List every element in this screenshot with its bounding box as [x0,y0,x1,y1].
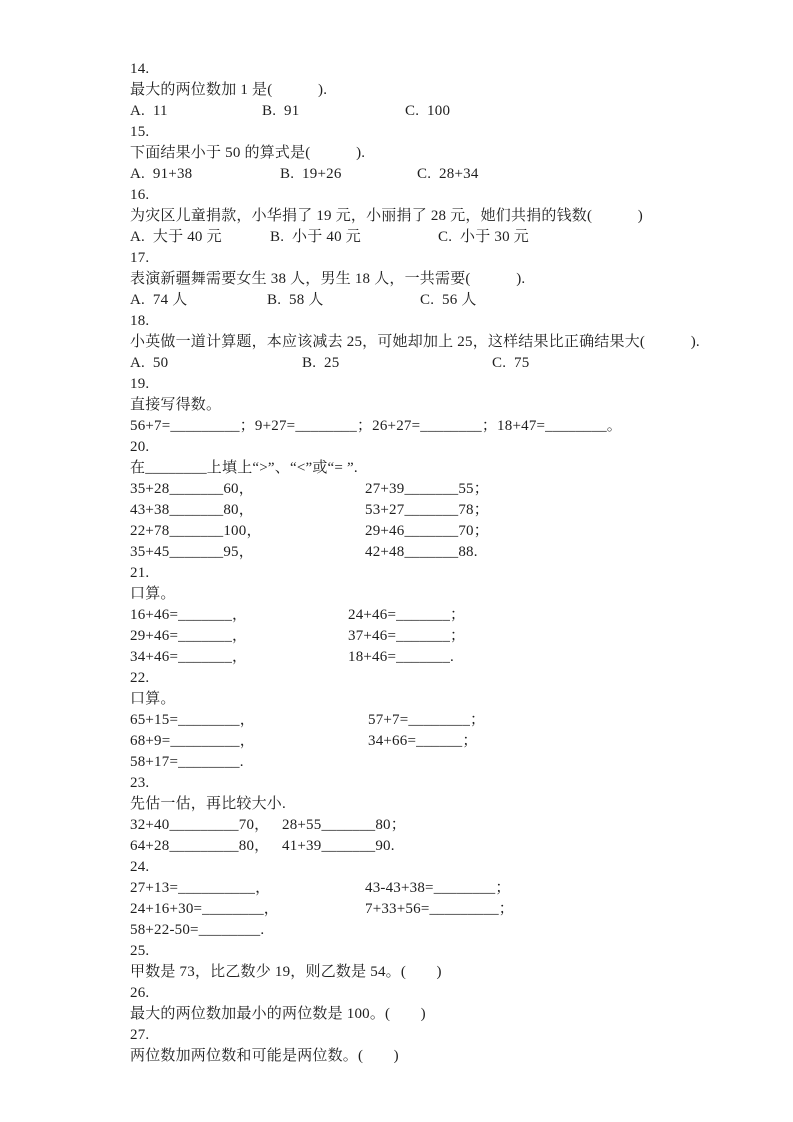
expression: 29+46=_______， [130,628,248,644]
question-line [130,815,770,836]
question-number-line [130,563,770,584]
question-number-line [130,668,770,689]
question-number: 15. [130,124,150,140]
question-line [130,899,770,920]
question-number-line [130,983,770,1004]
question-number-line [130,248,770,269]
expression: 42+48_______88. [365,544,478,560]
expression: 41+39_______90. [282,838,395,854]
question-number-line [130,185,770,206]
question-line [130,962,770,983]
option-b: B. 58 人 [267,292,324,308]
question-line [130,143,770,164]
question-line [130,605,770,626]
expression: 18+46=_______. [348,649,454,665]
expression: 16+46=_______， [130,607,248,623]
expression: 27+39_______55； [365,481,489,497]
option-b: B. 91 [262,103,300,119]
question-line [130,164,770,185]
option-c: C. 75 [492,355,530,371]
question-line [130,584,770,605]
option-c: C. 56 人 [420,292,477,308]
question-text: 下面结果小于 50 的算式是( ). [130,145,366,161]
option-a: A. 11 [130,103,168,119]
question-line [130,101,770,122]
expression: 35+45_______95， [130,544,254,560]
expression: 37+46=_______； [348,628,466,644]
question-line [130,206,770,227]
question-line [130,878,770,899]
option-b: B. 25 [302,355,340,371]
question-line [130,794,770,815]
expression: 22+78_______100， [130,523,262,539]
question-number: 22. [130,670,150,686]
option-a: A. 大于 40 元 [130,229,222,245]
question-line [130,542,770,563]
question-line [130,689,770,710]
question-number-line [130,59,770,80]
expression: 65+15=________， [130,712,255,728]
question-line [130,752,770,773]
question-number: 16. [130,187,150,203]
expression: 32+40_________70， [130,817,270,833]
question-text: 在________上填上“>”、“<”或“= ”. [130,460,358,476]
question-text: 最大的两位数加最小的两位数是 100。( ) [130,1006,426,1022]
question-text: 口算。 [130,586,176,602]
option-a: A. 50 [130,355,169,371]
question-number: 14. [130,61,150,77]
question-number-line [130,437,770,458]
expression: 57+7=________； [368,712,486,728]
question-line [130,1004,770,1025]
question-number: 17. [130,250,150,266]
option-c: C. 100 [405,103,451,119]
question-text: 表演新疆舞需要女生 38 人，男生 18 人，一共需要( ). [130,271,526,287]
expression: 68+9=_________， [130,733,255,749]
question-number-line [130,374,770,395]
question-line [130,521,770,542]
question-line [130,353,770,374]
question-number: 24. [130,859,150,875]
worksheet-content [130,59,770,1067]
option-b: B. 小于 40 元 [270,229,361,245]
expression: 34+46=_______， [130,649,248,665]
question-line [130,458,770,479]
question-text: 最大的两位数加 1 是( ). [130,82,328,98]
question-text: 口算。 [130,691,176,707]
question-line [130,836,770,857]
option-b: B. 19+26 [280,166,342,182]
expression: 43-43+38=________； [365,880,511,896]
question-number: 19. [130,376,150,392]
question-number-line [130,122,770,143]
question-line [130,290,770,311]
question-line [130,710,770,731]
question-number: 20. [130,439,150,455]
expression: 58+22-50=________. [130,922,265,938]
question-line [130,479,770,500]
question-number: 18. [130,313,150,329]
expression: 64+28_________80， [130,838,270,854]
option-a: A. 74 人 [130,292,188,308]
question-line [130,269,770,290]
expression: 27+13=__________， [130,880,271,896]
expression: 29+46_______70； [365,523,489,539]
expression: 28+55_______80； [282,817,406,833]
option-c: C. 28+34 [417,166,479,182]
question-line [130,332,770,353]
question-number-line [130,773,770,794]
expression-row: 56+7=_________；9+27=________；26+27=________；18+47=________。 [130,418,622,434]
question-line [130,416,770,437]
question-line [130,1046,770,1067]
question-text: 甲数是 73，比乙数少 19，则乙数是 54。( ) [130,964,442,980]
question-text: 先估一估，再比较大小. [130,796,286,812]
expression: 43+38_______80， [130,502,254,518]
question-number-line [130,941,770,962]
question-line [130,395,770,416]
option-c: C. 小于 30 元 [438,229,529,245]
question-number: 27. [130,1027,150,1043]
question-line [130,647,770,668]
question-text: 直接写得数。 [130,397,222,413]
expression: 24+16+30=________， [130,901,279,917]
question-line [130,626,770,647]
question-number: 26. [130,985,150,1001]
question-number-line [130,857,770,878]
expression: 53+27_______78； [365,502,489,518]
question-line [130,920,770,941]
question-line [130,227,770,248]
expression: 34+66=______； [368,733,478,749]
expression: 7+33+56=_________； [365,901,514,917]
question-text: 两位数加两位数和可能是两位数。( ) [130,1048,399,1064]
question-text: 小英做一道计算题，本应该减去 25，可她却加上 25，这样结果比正确结果大( ). [130,334,700,350]
question-number: 21. [130,565,150,581]
question-number: 25. [130,943,150,959]
question-line [130,731,770,752]
expression: 58+17=________. [130,754,244,770]
question-number-line [130,311,770,332]
expression: 35+28_______60， [130,481,254,497]
question-number-line [130,1025,770,1046]
expression: 24+46=_______； [348,607,466,623]
question-text: 为灾区儿童捐款，小华捐了 19 元，小丽捐了 28 元，她们共捐的钱数( ) [130,208,643,224]
option-a: A. 91+38 [130,166,193,182]
question-line [130,500,770,521]
question-number: 23. [130,775,150,791]
question-line [130,80,770,101]
